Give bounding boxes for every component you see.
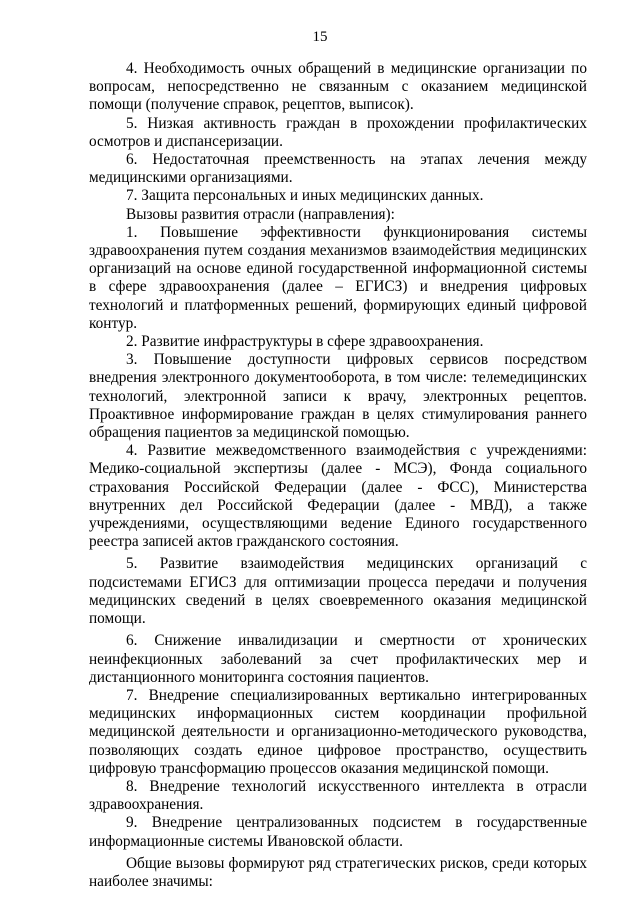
paragraph-challenge-8: 8. Внедрение технологий искусственного интеллекта в отрасли здравоохранения. <box>89 777 587 814</box>
paragraph-challenge-6: 6. Снижение инвалидизации и смертности от хронических неинфекционных заболеваний за счет профилактических мер и дистанционного мониторинга состояния пациентов. <box>89 632 587 686</box>
paragraph-risks-intro: Общие вызовы формируют ряд стратегических рисков, среди которых наиболее значимы: <box>89 854 587 890</box>
paragraph-problem-7: 7. Защита персональных и иных медицинских данных. <box>126 187 484 205</box>
paragraph-challenge-4: 4. Развитие межведомственного взаимодействия с учреждениями: Медико-социальной экспертизы (далее - МСЭ), Фонда социального страхования Российской Федерации (далее - ФСС), Министерства внутренних дел Российской Федерации (далее - МВД), а также учреждениями, осуществляющими ведение Единого государственного реестра записей актов гражданского состояния. <box>89 442 587 551</box>
paragraph-challenge-2: 2. Развитие инфраструктуры в сфере здравоохранения. <box>126 333 484 351</box>
document-body <box>89 60 587 891</box>
paragraph-challenge-1: 1. Повышение эффективности функционирования системы здравоохранения путем создания механизмов взаимодействия медицинских организаций на основе единой государственной информационной системы в сфере здравоохранения (далее – ЕГИСЗ) и внедрения цифровых технологий и платформенных решений, формирующих единый цифровой контур. <box>89 223 587 332</box>
challenges-heading: Вызовы развития отрасли (направления): <box>126 205 395 223</box>
paragraph-challenge-5: 5. Развитие взаимодействия медицинских организаций с подсистемами ЕГИСЗ для оптимизации процесса передачи и получения медицинских сведений в целях своевременного оказания медицинской помощи. <box>89 555 587 628</box>
paragraph-challenge-9: 9. Внедрение централизованных подсистем в государственные информационные системы Ивановской области. <box>89 814 587 850</box>
paragraph-problem-5: 5. Низкая активность граждан в прохождении профилактических осмотров и диспансеризации. <box>89 114 587 150</box>
paragraph-challenge-3: 3. Повышение доступности цифровых сервисов посредством внедрения электронного документооборота, в том числе: телемедицинских технологий, электронной записи к врачу, электронных рецептов. Проактивное информирование граждан в целях стимулирования раннего обращения пациентов за медицинской помощью. <box>89 351 587 442</box>
page-number: 15 <box>312 29 328 45</box>
paragraph-challenge-7: 7. Внедрение специализированных вертикально интегрированных медицинских информационных систем координации профильной медицинской деятельности и организационно-методического руководства, позволяющих создать единое цифровое пространство, осуществить цифровую трансформацию процессов оказания медицинской помощи. <box>89 686 587 777</box>
paragraph-problem-6: 6. Недостаточная преемственность на этапах лечения между медицинскими организациями. <box>89 151 587 187</box>
paragraph-problem-4: 4. Необходимость очных обращений в медицинские организации по вопросам, непосредственно не связанным с оказанием медицинской помощи (получение справок, рецептов, выписок). <box>89 60 587 114</box>
